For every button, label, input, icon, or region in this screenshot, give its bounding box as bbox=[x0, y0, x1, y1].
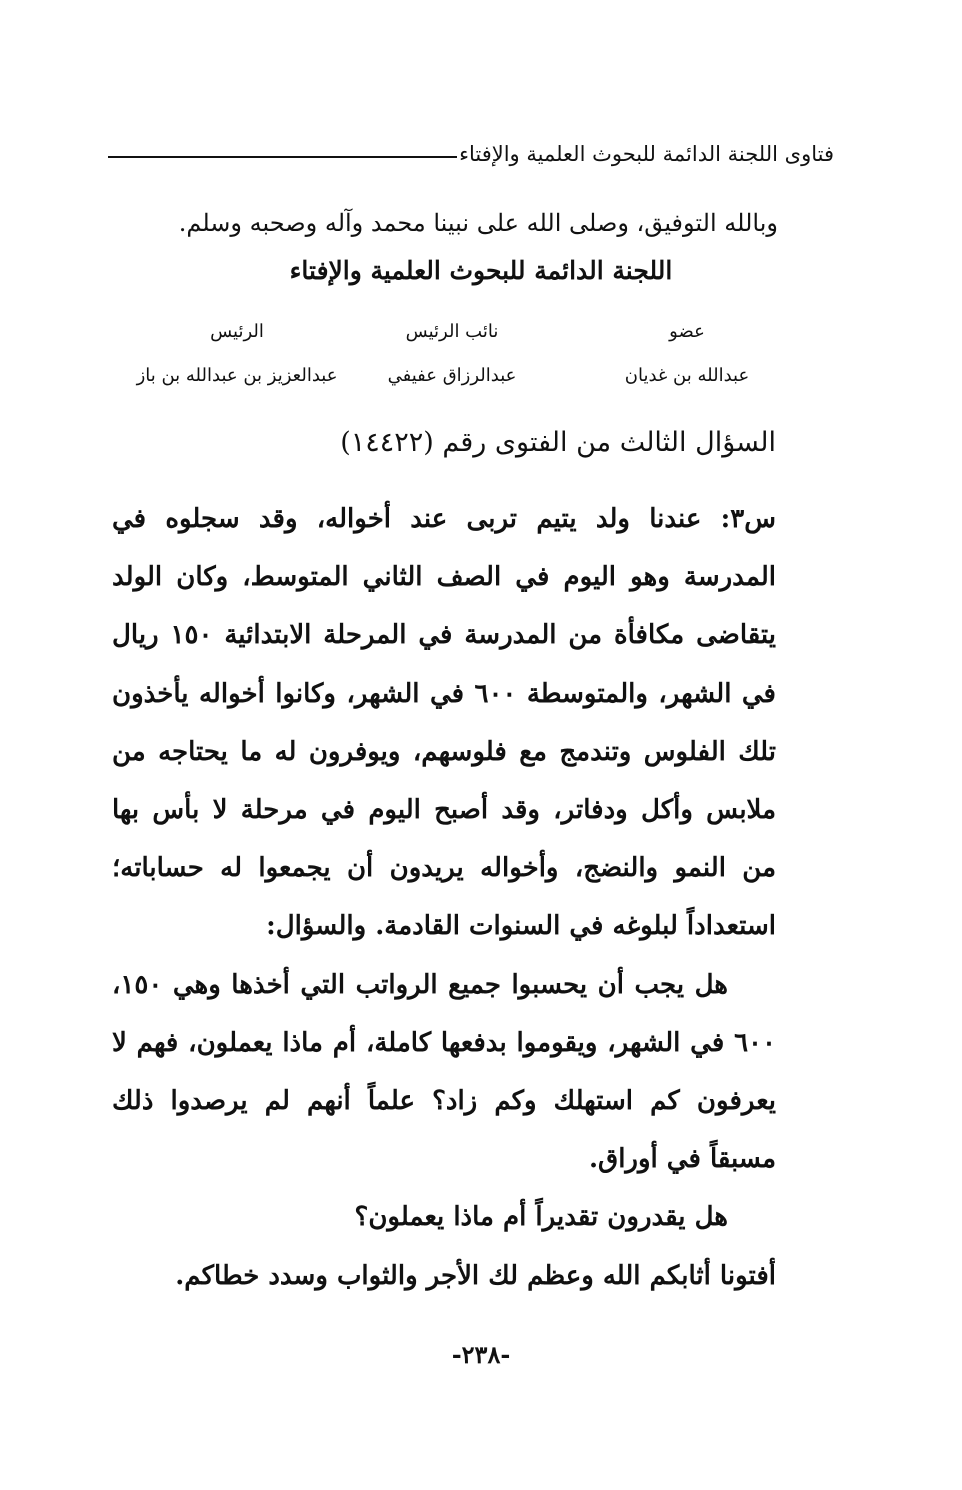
question-reference: السؤال الثالث من الفتوى رقم (١٤٤٢٢) bbox=[340, 427, 776, 458]
signature-name: عبدالرزاق عفيفي bbox=[387, 365, 517, 386]
signature-role: الرئيس bbox=[210, 321, 264, 342]
signature-member bbox=[597, 310, 777, 398]
signature-role: عضو bbox=[669, 321, 705, 342]
running-header bbox=[108, 128, 834, 172]
question-paragraph: س٣: عندنا ولد يتيم تربى عند أخواله، وقد سجلوه في المدرسة وهو اليوم في الصف الثاني المتوسط، وكان الولد يتقاضى مكافأة من المدرسة في المرحلة الابتدائية ١٥٠ ريال في الشهر، والمتوسطة ٦٠٠ في الشهر، وكانوا أخواله يأخذون تلك الفلوس وتندمج مع فلوسهم، ويوفرون له ما يحتاجه من ملابس وأكل ودفاتر، وقد أصبح اليوم في مرحلة لا بأس بها من النمو والنضج، وأخواله يريدون أن يجمعوا له حساباته؛ استعداداً لبلوغه في السنوات القادمة. والسؤال: bbox=[112, 504, 777, 942]
question-paragraph: هل يقدرون تقديراً أم ماذا يعملون؟ bbox=[354, 1202, 728, 1233]
signature-role: نائب الرئيس bbox=[405, 321, 499, 342]
question-paragraph: أفتونا أثابكم الله وعظم لك الأجر والثواب وسدد خطاكم. bbox=[175, 1260, 776, 1291]
signature-deputy bbox=[357, 310, 547, 398]
signature-name: عبدالله بن غديان bbox=[624, 365, 750, 386]
question-paragraph: هل يجب أن يحسبوا جميع الرواتب التي أخذها وهي ١٥٠، ٦٠٠ في الشهر، ويقوموا بدفعها كاملة، أم ماذا يعملون، فهم لا يعرفون كم استهلك وكم زاد؟ علماً أنهم لم يرصدوا ذلك مسبقاً في أوراق. bbox=[112, 969, 776, 1175]
closing-line: وبالله التوفيق، وصلى الله على نبينا محمد وآله وصحبه وسلم. bbox=[178, 209, 778, 237]
header-rule bbox=[108, 156, 457, 158]
committee-title: اللجنة الدائمة للبحوث العلمية والإفتاء bbox=[289, 256, 673, 285]
signature-block bbox=[130, 310, 777, 400]
question-body bbox=[112, 490, 776, 1305]
signature-name: عبدالعزيز بن عبدالله بن باز bbox=[136, 365, 338, 386]
page-number: -٢٣٨- bbox=[451, 1340, 511, 1369]
header-title: فتاوى اللجنة الدائمة للبحوث العلمية والإفتاء bbox=[459, 142, 834, 166]
signature-president bbox=[127, 310, 347, 398]
